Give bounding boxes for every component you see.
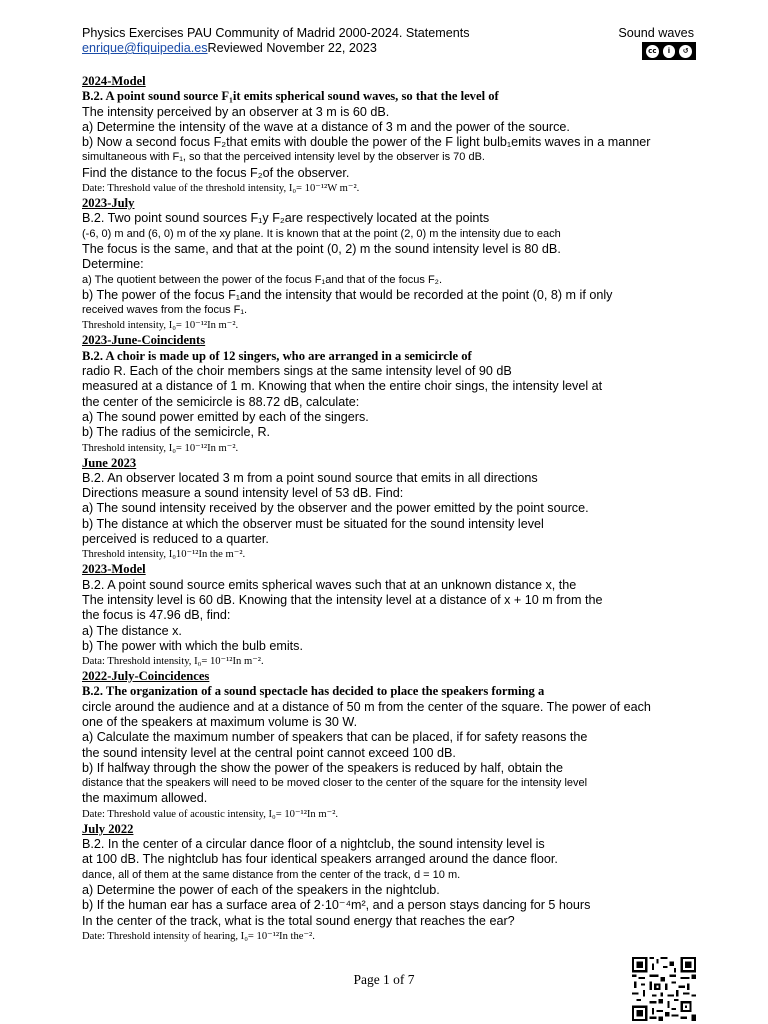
problem-line: Find the distance to the focus F₂of the observer.: [82, 165, 350, 180]
problem-line: a) Determine the power of each of the speakers in the nightclub.: [82, 882, 440, 897]
cc-by-sa-icon[interactable]: cc i ↺: [642, 42, 696, 60]
section-july-2022: [82, 822, 714, 944]
problem-line: measured at a distance of 1 m. Knowing that when the entire choir sings, the intensity level at: [82, 379, 603, 394]
page-header: [82, 26, 714, 62]
problem-title: B.2. Two point sound sources F₁y F₂are respectively located at the points: [82, 211, 490, 226]
problem-data: Date: Threshold value of acoustic intensity, I₀= 10⁻¹²In m⁻².: [82, 808, 339, 820]
section-heading: 2023-Model: [82, 562, 146, 577]
document-title: Physics Exercises PAU Community of Madrid 2000-2024. Statements: [82, 26, 470, 40]
problem-line: a) The quotient between the power of the focus F₁and that of the focus F₂.: [82, 273, 442, 286]
problem-line: radio R. Each of the choir members sings at the same intensity level of 90 dB: [82, 364, 512, 379]
section-heading: June 2023: [82, 455, 137, 470]
problem-line: one of the speakers at maximum volume is 30 W.: [82, 714, 358, 729]
problem-data: Threshold intensity, I₀10⁻¹²In the m⁻².: [82, 549, 246, 561]
problem-line: b) If halfway through the show the power of the speakers is reduced by half, obtain the: [82, 760, 563, 775]
problem-line: In the center of the track, what is the total sound energy that reaches the ear?: [82, 913, 515, 928]
problem-line: a) Calculate the maximum number of speakers that can be placed, if for safety reasons the: [82, 730, 588, 745]
problem-data: Date: Threshold value of the threshold intensity, I₀= 10⁻¹²W m⁻².: [82, 183, 360, 195]
section-2023-june-coincidents: [82, 333, 714, 455]
problem-line: a) Determine the intensity of the wave at a distance of 3 m and the power of the source.: [82, 119, 570, 134]
problem-line: The focus is the same, and that at the point (0, 2) m the sound intensity level is 80 dB.: [82, 241, 561, 256]
problem-line: the sound intensity level at the central point cannot exceed 100 dB.: [82, 745, 456, 760]
problem-line: the center of the semicircle is 88.72 dB, calculate:: [82, 394, 360, 409]
problem-line: b) Now a second focus F₂that emits with double the power of the F light bulb₁emits waves in a manner: [82, 135, 651, 150]
problem-data: Date: Threshold intensity of hearing, I₀= 10⁻¹²In the⁻².: [82, 930, 315, 942]
problem-data: Threshold intensity, I₀= 10⁻¹²In m⁻².: [82, 320, 239, 332]
problem-line: The intensity perceived by an observer at 3 m is 60 dB.: [82, 104, 390, 119]
problem-line: b) If the human ear has a surface area of 2·10⁻⁴m², and a person stays dancing for 5 hours: [82, 898, 591, 913]
section-heading: July 2022: [82, 821, 134, 836]
problem-data: Threshold intensity, I₀= 10⁻¹²In m⁻².: [82, 442, 239, 454]
problem-title: B.2. A point sound source emits spherical waves such that at an unknown distance x, the: [82, 577, 577, 592]
reviewed-date: Reviewed November 22, 2023: [207, 41, 377, 55]
problem-line: b) The distance at which the observer must be situated for the sound intensity level: [82, 516, 544, 531]
section-2024-model: [82, 74, 714, 196]
problem-line: The intensity level is 60 dB. Knowing that the intensity level at a distance of x + 10 m from the: [82, 592, 603, 607]
problem-line: Directions measure a sound intensity level of 53 dB. Find:: [82, 486, 404, 501]
section-june-2023: [82, 456, 714, 563]
problem-line: the focus is 47.96 dB, find:: [82, 608, 231, 623]
section-heading: 2023-June-Coincidents: [82, 333, 206, 348]
problem-line: b) The power with which the bulb emits.: [82, 638, 303, 653]
problem-line: a) The sound intensity received by the observer and the power emitted by the point source.: [82, 501, 589, 516]
problem-line: (-6, 0) m and (6, 0) m of the xy plane. It is known that at the point (2, 0) m the intensity due to each: [82, 227, 561, 240]
section-heading: 2024-Model: [82, 74, 146, 88]
problem-line: the maximum allowed.: [82, 791, 208, 806]
problem-line: simultaneous with F₁, so that the perceived intensity level by the observer is 70 dB.: [82, 151, 485, 164]
page-number: Page 1 of 7: [353, 972, 415, 987]
header-line-2: [82, 41, 377, 56]
problem-title: B.2. An observer located 3 m from a point sound source that emits in all directions: [82, 470, 538, 485]
problem-line: a) The distance x.: [82, 623, 182, 638]
problem-line: dance, all of them at the same distance from the center of the track, d = 10 m.: [82, 868, 461, 881]
problem-data: Data: Threshold intensity, I₀= 10⁻¹²In m⁻².: [82, 656, 264, 668]
problem-title: B.2. In the center of a circular dance floor of a nightclub, the sound intensity level is: [82, 837, 545, 852]
problem-line: a) The sound power emitted by each of the singers.: [82, 409, 369, 424]
section-2023-july: [82, 196, 714, 333]
problem-title: B.2. A point sound source F₁it emits spherical sound waves, so that the level of: [82, 89, 499, 104]
problem-line: received waves from the focus F₁.: [82, 304, 248, 317]
section-2022-july-coincidences: [82, 669, 714, 822]
qr-code-icon[interactable]: [632, 957, 696, 1021]
problem-title: B.2. The organization of a sound spectacle has decided to place the speakers forming a: [82, 684, 545, 699]
problem-line: perceived is reduced to a quarter.: [82, 532, 269, 547]
problem-title: B.2. A choir is made up of 12 singers, who are arranged in a semicircle of: [82, 348, 472, 363]
problem-line: at 100 dB. The nightclub has four identical speakers arranged around the dance floor.: [82, 852, 558, 867]
problem-line: circle around the audience and at a distance of 50 m from the center of the square. The power of each: [82, 699, 651, 714]
document-page: [82, 26, 714, 944]
topic-label: Sound waves: [618, 26, 694, 40]
problem-line: b) The radius of the semicircle, R.: [82, 425, 271, 440]
email-link[interactable]: enrique@fiquipedia.es: [82, 41, 208, 55]
section-heading: 2022-July-Coincidences: [82, 669, 210, 684]
problem-line: b) The power of the focus F₁and the intensity that would be recorded at the point (0, 8) m if only: [82, 287, 613, 302]
section-2023-model: [82, 562, 714, 669]
problem-line: distance that the speakers will need to be moved closer to the center of the square for the intensity level: [82, 777, 588, 790]
problem-line: Determine:: [82, 257, 144, 272]
section-heading: 2023-July: [82, 196, 135, 211]
